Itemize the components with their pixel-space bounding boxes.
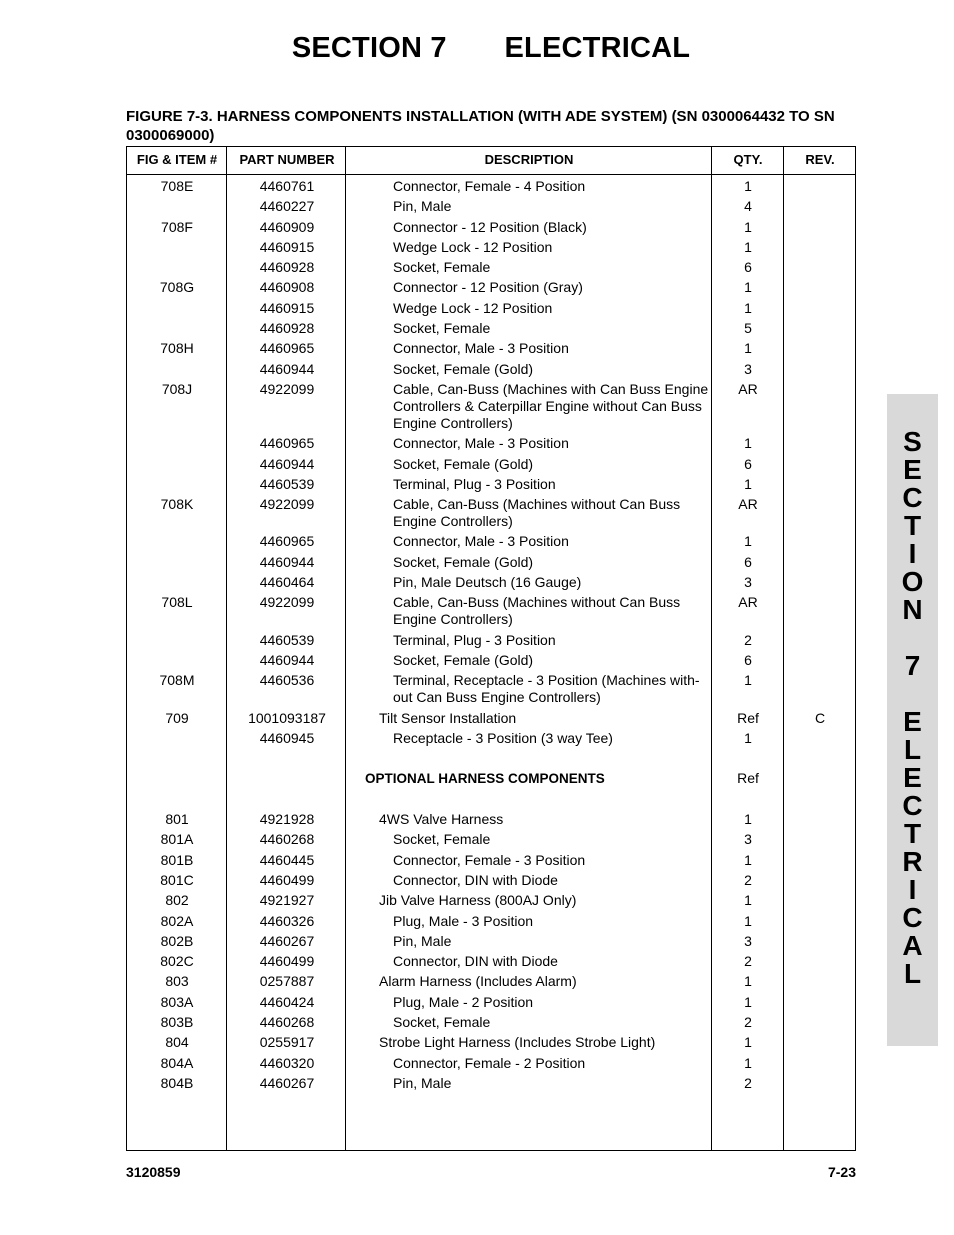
- qty-cell: 1: [744, 340, 752, 357]
- table-row: [127, 219, 855, 239]
- qty-cell: 1: [744, 475, 752, 492]
- side-tab-letter: T: [903, 818, 922, 849]
- part-number-cell: 4460909: [259, 218, 315, 235]
- table-row: [127, 554, 855, 574]
- table-row: [127, 198, 855, 218]
- qty-cell: 6: [744, 455, 752, 472]
- qty-cell: 1: [744, 993, 752, 1010]
- description-cell: Cable, Can-Buss (Machines without Can Buss Engine Controllers): [393, 496, 681, 530]
- qty-cell: AR: [738, 380, 758, 397]
- description-cell: Socket, Female (Gold): [393, 651, 534, 668]
- table-row: [127, 361, 855, 381]
- table-row: [127, 632, 855, 652]
- qty-cell: 2: [744, 1013, 752, 1030]
- fig-item-cell: 803B: [160, 1013, 194, 1030]
- table-row: [127, 953, 855, 973]
- side-tab-letter: L: [903, 734, 922, 765]
- side-tab-letter: 7: [904, 650, 921, 681]
- fig-item-cell: 708K: [160, 496, 194, 513]
- fig-item-cell: 708H: [160, 340, 194, 357]
- fig-item-cell: 803: [165, 973, 189, 990]
- table-row: [127, 1055, 855, 1075]
- table-row: [127, 672, 855, 709]
- fig-item-cell: 804B: [160, 1074, 194, 1091]
- header-part-number: PART NUMBER: [239, 152, 335, 167]
- side-tab-letter: I: [908, 538, 917, 569]
- description-cell: Jib Valve Harness (800AJ Only): [379, 892, 577, 909]
- part-number-cell: 4460326: [259, 912, 315, 929]
- description-cell: Cable, Can-Buss (Machines with Can Buss Engine Controllers & Caterpillar Engine without Can Buss Engine Controllers): [393, 380, 709, 431]
- header-description: DESCRIPTION: [484, 152, 574, 167]
- table-row: [127, 831, 855, 851]
- table-row: [127, 913, 855, 933]
- qty-cell: 1: [744, 299, 752, 316]
- description-cell: Pin, Male Deutsch (16 Gauge): [393, 574, 582, 591]
- table-row: [127, 381, 855, 435]
- table-row: [127, 300, 855, 320]
- table-row: [127, 1034, 855, 1054]
- table-row: [127, 259, 855, 279]
- table-row: [127, 933, 855, 953]
- table-row: [127, 730, 855, 750]
- part-number-cell: 4460915: [259, 238, 315, 255]
- table-row: [127, 239, 855, 259]
- qty-cell: 1: [744, 435, 752, 452]
- description-cell: Pin, Male: [393, 932, 452, 949]
- header-fig-item: FIG & ITEM #: [136, 152, 218, 167]
- fig-item-cell: 801C: [160, 871, 194, 888]
- part-number-cell: 4460536: [259, 672, 315, 689]
- part-number-cell: 4460499: [259, 871, 315, 888]
- table-row: [127, 533, 855, 553]
- part-number-cell: 4460915: [259, 299, 315, 316]
- description-cell: Terminal, Plug - 3 Position: [393, 631, 556, 648]
- fig-item-cell: 803A: [160, 993, 194, 1010]
- description-cell: Socket, Female (Gold): [393, 455, 534, 472]
- description-cell: Connector, DIN with Diode: [393, 871, 558, 888]
- table-row: [127, 279, 855, 299]
- section-side-tab: [887, 394, 938, 1046]
- part-number-cell: 4922099: [259, 594, 315, 611]
- side-tab-label: [887, 428, 938, 988]
- part-number-cell: 4460908: [259, 279, 315, 296]
- description-cell: Socket, Female: [393, 320, 491, 337]
- fig-item-cell: 802: [165, 892, 189, 909]
- side-tab-letter: I: [908, 874, 917, 905]
- part-number-cell: 4460267: [259, 932, 315, 949]
- side-tab-letter: E: [903, 454, 922, 485]
- description-cell: Terminal, Plug - 3 Position: [393, 475, 556, 492]
- description-cell: Receptacle - 3 Position (3 way Tee): [393, 729, 613, 746]
- part-number-cell: 4460965: [259, 340, 315, 357]
- qty-cell: 1: [744, 912, 752, 929]
- description-cell: Strobe Light Harness (Includes Strobe Light): [379, 1034, 656, 1051]
- table-row: [127, 1014, 855, 1034]
- table-row: [127, 435, 855, 455]
- table-header: [127, 147, 855, 175]
- part-number-cell: 4460945: [259, 729, 315, 746]
- side-tab-letter: A: [902, 930, 923, 961]
- part-number-cell: 4460539: [259, 475, 315, 492]
- qty-cell: 3: [744, 360, 752, 377]
- table-spacer-row: [127, 791, 855, 811]
- table-row: [127, 770, 855, 790]
- qty-cell: 1: [744, 279, 752, 296]
- header-qty: QTY.: [733, 152, 763, 167]
- qty-cell: 1: [744, 672, 752, 689]
- side-tab-letter: N: [902, 594, 923, 625]
- page-number: 7-23: [827, 1164, 856, 1180]
- side-tab-letter: S: [903, 426, 922, 457]
- description-cell: Socket, Female: [393, 831, 491, 848]
- side-tab-letter: [887, 680, 938, 708]
- qty-cell: 1: [744, 533, 752, 550]
- table-row: [127, 892, 855, 912]
- part-number-cell: 1001093187: [248, 709, 326, 726]
- qty-cell: 2: [744, 953, 752, 970]
- figure-title: FIGURE 7-3. HARNESS COMPONENTS INSTALLATION (WITH ADE SYSTEM) (SN 0300064432 TO SN 0300069000): [126, 108, 835, 144]
- fig-item-cell: 804: [165, 1034, 189, 1051]
- part-number-cell: 4460267: [259, 1074, 315, 1091]
- qty-cell: 1: [744, 811, 752, 828]
- table-row: [127, 973, 855, 993]
- table-row: [127, 994, 855, 1014]
- part-number-cell: 4460965: [259, 435, 315, 452]
- fig-item-cell: 801A: [160, 831, 194, 848]
- rev-cell: C: [814, 709, 826, 726]
- side-tab-letter: [887, 624, 938, 652]
- part-number-cell: 4460944: [259, 553, 315, 570]
- qty-cell: 1: [744, 178, 752, 194]
- description-cell: Connector - 12 Position (Gray): [393, 279, 583, 296]
- part-number-cell: 4921927: [259, 892, 315, 909]
- qty-cell: 1: [744, 729, 752, 746]
- description-cell: Plug, Male - 3 Position: [393, 912, 534, 929]
- description-cell: OPTIONAL HARNESS COMPONENTS: [365, 771, 605, 787]
- description-cell: Connector - 12 Position (Black): [393, 218, 587, 235]
- side-tab-letter: E: [903, 706, 922, 737]
- table-row: [127, 1075, 855, 1095]
- qty-cell: 1: [744, 851, 752, 868]
- fig-item-cell: 708L: [161, 594, 193, 611]
- qty-cell: 1: [744, 238, 752, 255]
- fig-item-cell: 802C: [160, 953, 194, 970]
- qty-cell: 1: [744, 218, 752, 235]
- description-cell: Plug, Male - 2 Position: [393, 993, 534, 1010]
- description-cell: Connector, Female - 3 Position: [393, 851, 586, 868]
- description-cell: Socket, Female: [393, 1013, 491, 1030]
- part-number-cell: 4460944: [259, 651, 315, 668]
- part-number-cell: 4460268: [259, 831, 315, 848]
- description-cell: Connector, Female - 4 Position: [393, 178, 586, 194]
- table-row: [127, 852, 855, 872]
- table-row: [127, 652, 855, 672]
- qty-cell: 2: [744, 871, 752, 888]
- fig-item-cell: 708F: [161, 218, 193, 235]
- qty-cell: 2: [744, 1074, 752, 1091]
- fig-item-cell: 804A: [160, 1054, 194, 1071]
- document-number: 3120859: [126, 1164, 181, 1180]
- part-number-cell: 4460928: [259, 259, 315, 276]
- description-cell: Pin, Male: [393, 198, 452, 215]
- part-number-cell: 4460227: [259, 198, 315, 215]
- part-number-cell: 4460320: [259, 1054, 315, 1071]
- part-number-cell: 4460268: [259, 1013, 315, 1030]
- table-row: [127, 872, 855, 892]
- table-body: [127, 178, 855, 1095]
- description-cell: Connector, Male - 3 Position: [393, 435, 569, 452]
- qty-cell: 2: [744, 631, 752, 648]
- description-cell: Alarm Harness (Includes Alarm): [379, 973, 577, 990]
- qty-cell: 1: [744, 1054, 752, 1071]
- table-row: [127, 496, 855, 533]
- table-row: [127, 320, 855, 340]
- part-number-cell: 4460464: [259, 574, 315, 591]
- qty-cell: 6: [744, 259, 752, 276]
- part-number-cell: 4922099: [259, 496, 315, 513]
- table-row: [127, 594, 855, 631]
- part-number-cell: 0255917: [259, 1034, 315, 1051]
- fig-item-cell: 708J: [161, 380, 193, 397]
- part-number-cell: 4460928: [259, 320, 315, 337]
- table-row: [127, 574, 855, 594]
- description-cell: Wedge Lock - 12 Position: [393, 238, 553, 255]
- qty-cell: 1: [744, 973, 752, 990]
- part-number-cell: 4460424: [259, 993, 315, 1010]
- header-rev: REV.: [805, 152, 835, 167]
- part-number-cell: 4460445: [259, 851, 315, 868]
- part-number-cell: 4921928: [259, 811, 315, 828]
- part-number-cell: 4460965: [259, 533, 315, 550]
- part-number-cell: 4460944: [259, 455, 315, 472]
- qty-cell: 4: [744, 198, 752, 215]
- description-cell: Pin, Male: [393, 1074, 452, 1091]
- table-row: [127, 710, 855, 730]
- part-number-cell: 4460761: [259, 178, 315, 194]
- qty-cell: Ref: [737, 709, 759, 726]
- qty-cell: 1: [744, 1034, 752, 1051]
- side-tab-letter: T: [903, 510, 922, 541]
- table-row: [127, 456, 855, 476]
- fig-item-cell: 708E: [160, 178, 194, 194]
- part-number-cell: 4460944: [259, 360, 315, 377]
- qty-cell: 5: [744, 320, 752, 337]
- side-tab-letter: O: [901, 566, 924, 597]
- qty-cell: 3: [744, 932, 752, 949]
- description-cell: Socket, Female: [393, 259, 491, 276]
- part-number-cell: 4922099: [259, 380, 315, 397]
- fig-item-cell: 709: [165, 709, 189, 726]
- description-cell: Terminal, Receptacle - 3 Position (Machines with-out Can Buss Engine Controllers): [393, 672, 700, 706]
- table-row: [127, 178, 855, 198]
- table-row: [127, 811, 855, 831]
- fig-item-cell: 801: [165, 811, 189, 828]
- side-tab-letter: L: [903, 958, 922, 989]
- description-cell: 4WS Valve Harness: [379, 811, 504, 828]
- fig-item-cell: 802B: [160, 932, 194, 949]
- qty-cell: 3: [744, 831, 752, 848]
- description-cell: Connector, Male - 3 Position: [393, 533, 569, 550]
- description-cell: Connector, Male - 3 Position: [393, 340, 569, 357]
- section-title: SECTION 7 ELECTRICAL: [291, 32, 691, 64]
- qty-cell: 6: [744, 553, 752, 570]
- description-cell: Connector, Female - 2 Position: [393, 1054, 586, 1071]
- description-cell: Tilt Sensor Installation: [379, 709, 517, 726]
- fig-item-cell: 802A: [160, 912, 194, 929]
- qty-cell: Ref: [737, 770, 759, 787]
- side-tab-letter: C: [902, 482, 923, 513]
- part-number-cell: 4460539: [259, 631, 315, 648]
- side-tab-letter: E: [903, 762, 922, 793]
- table-row: [127, 476, 855, 496]
- fig-item-cell: 708M: [159, 672, 195, 689]
- fig-item-cell: 801B: [160, 851, 194, 868]
- qty-cell: 1: [744, 892, 752, 909]
- qty-cell: 6: [744, 651, 752, 668]
- fig-item-cell: 708G: [159, 279, 195, 296]
- side-tab-letter: C: [902, 902, 923, 933]
- description-cell: Wedge Lock - 12 Position: [393, 299, 553, 316]
- description-cell: Cable, Can-Buss (Machines without Can Buss Engine Controllers): [393, 594, 681, 628]
- side-tab-letter: C: [902, 790, 923, 821]
- part-number-cell: 0257887: [259, 973, 315, 990]
- table-row: [127, 340, 855, 360]
- qty-cell: AR: [738, 496, 758, 513]
- description-cell: Connector, DIN with Diode: [393, 953, 558, 970]
- table-spacer-row: [127, 750, 855, 770]
- qty-cell: AR: [738, 594, 758, 611]
- description-cell: Socket, Female (Gold): [393, 360, 534, 377]
- qty-cell: 3: [744, 574, 752, 591]
- parts-table: [126, 146, 856, 1151]
- part-number-cell: 4460499: [259, 953, 315, 970]
- description-cell: Socket, Female (Gold): [393, 553, 534, 570]
- side-tab-letter: R: [902, 846, 923, 877]
